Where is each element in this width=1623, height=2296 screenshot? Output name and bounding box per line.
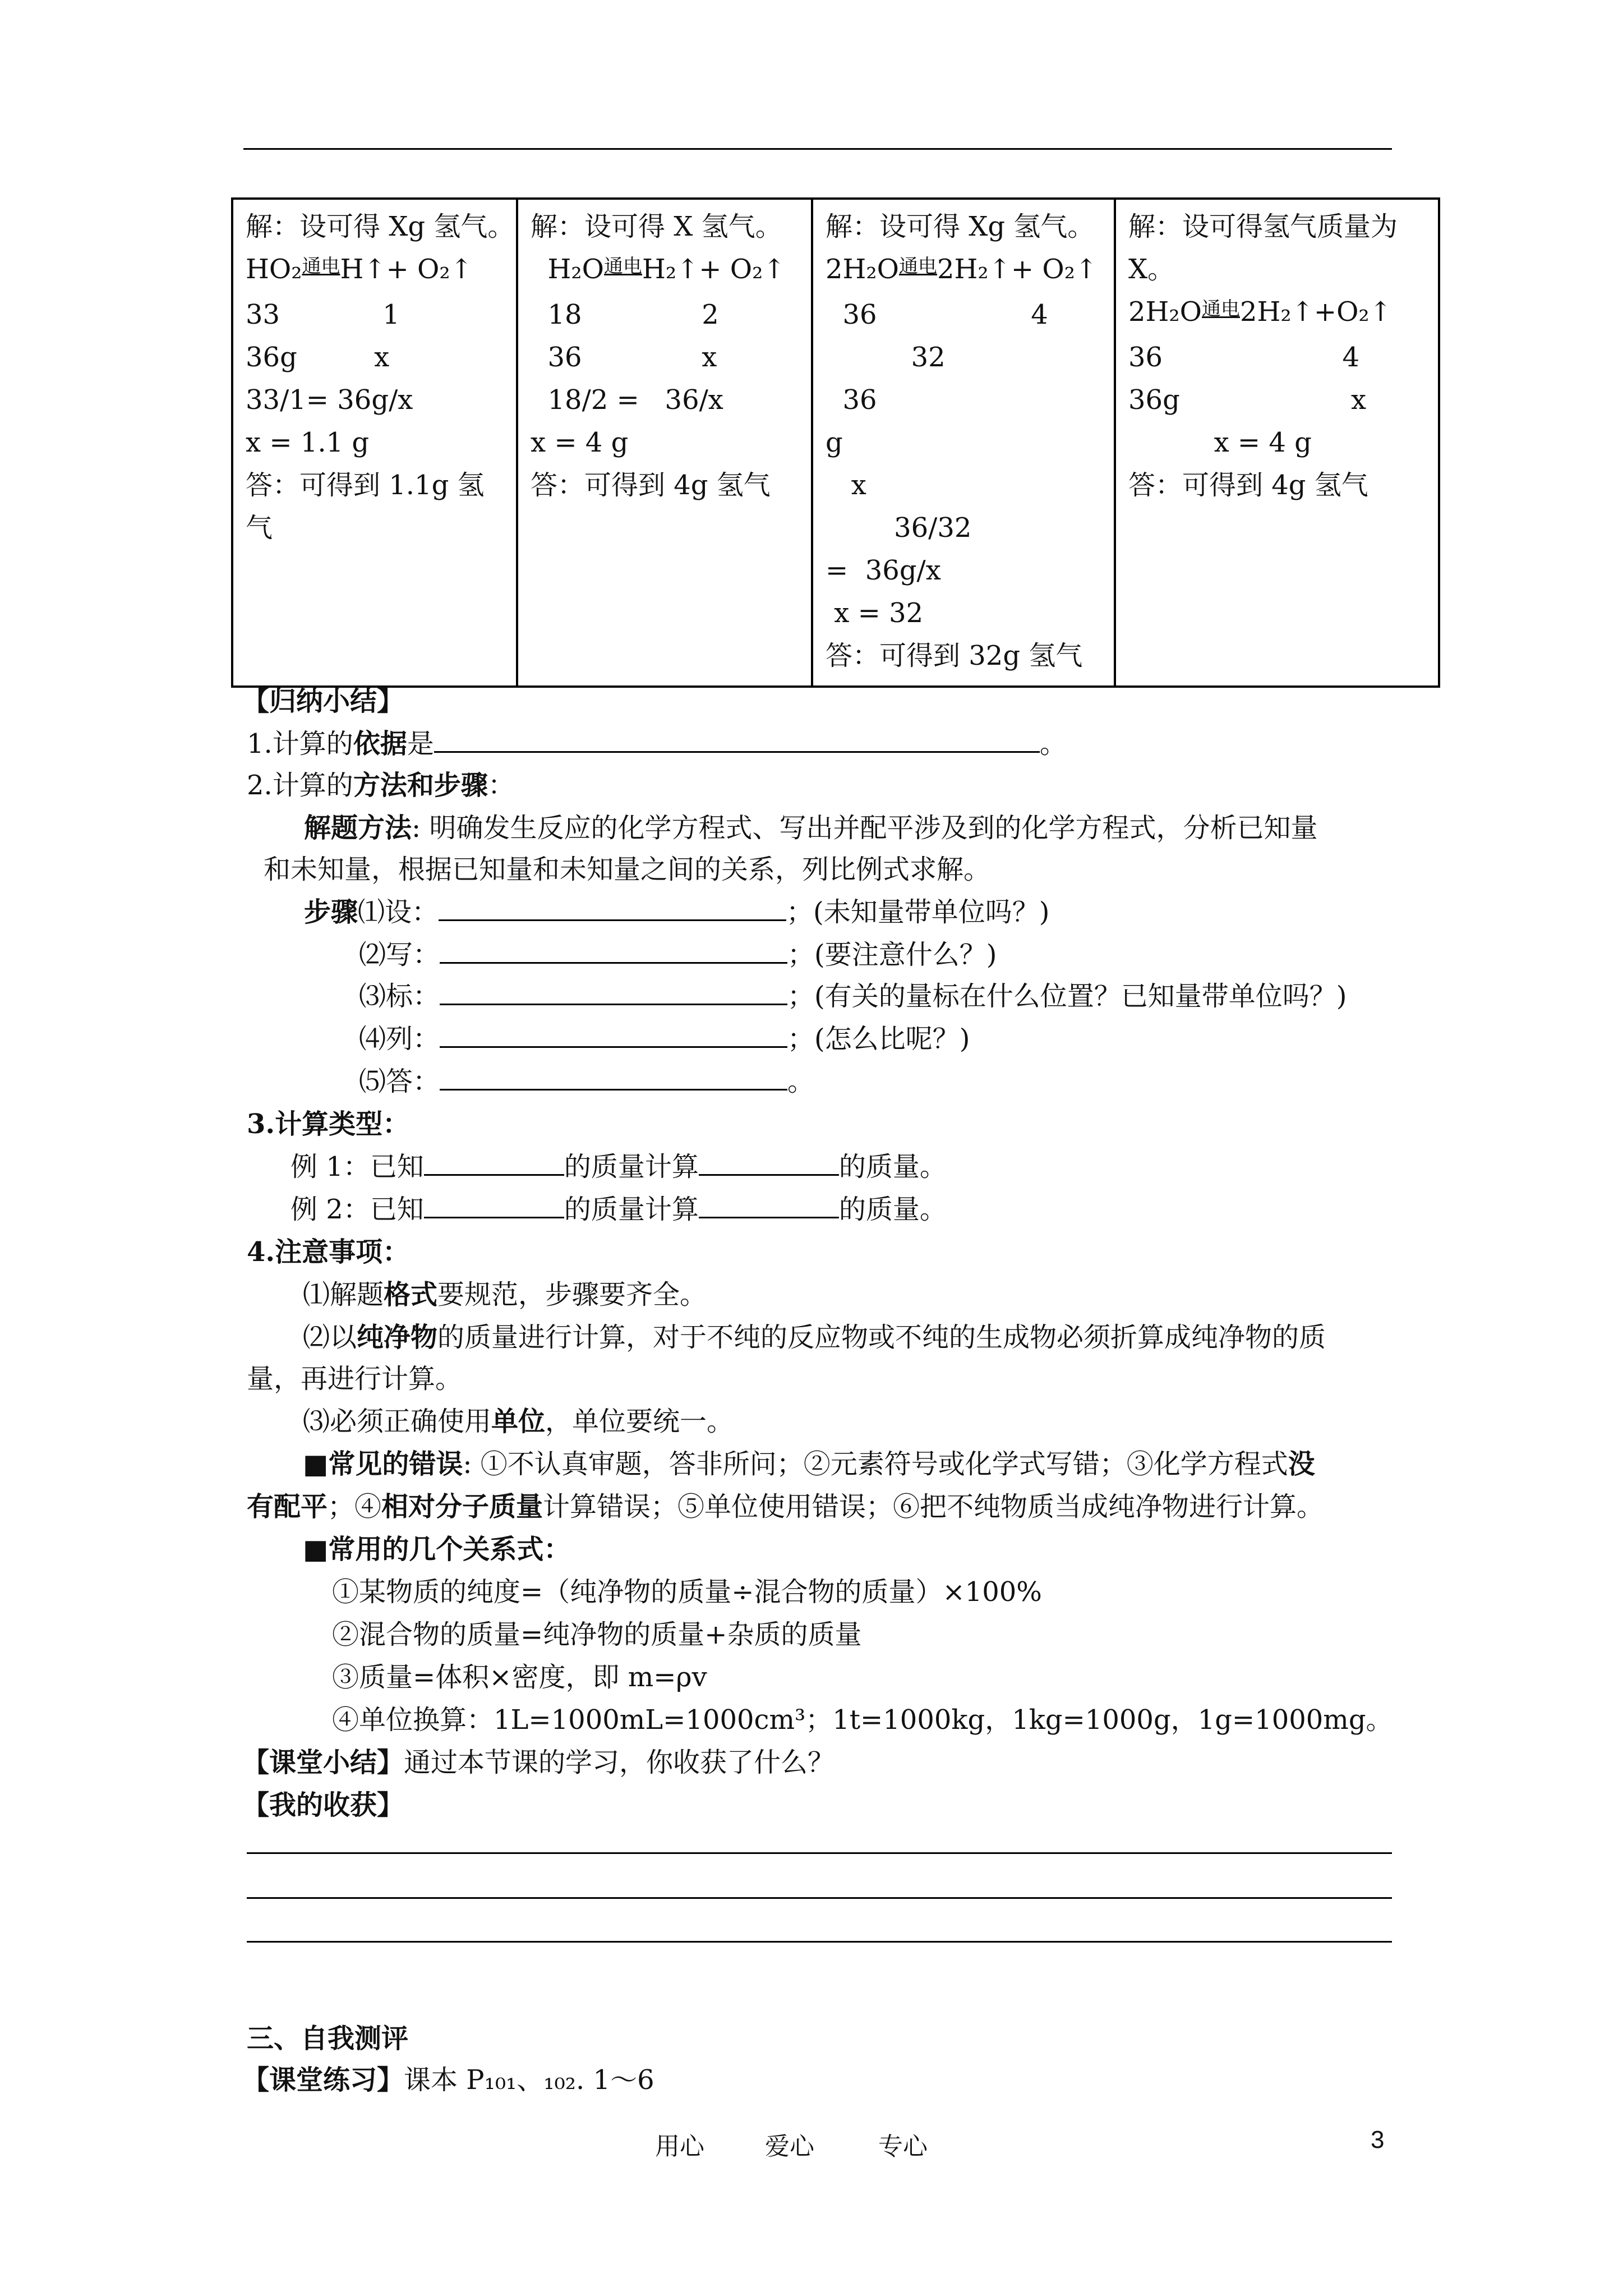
solution-line: x = 4 g	[531, 427, 629, 458]
solution-line: 36g x	[246, 342, 390, 373]
common-errors-line-2: 有配平；④相对分子质量计算错误；⑤单位使用错误；⑥把不纯物质当成纯净物进行计算。	[247, 1491, 1324, 1522]
solution-line: 答：可得到 32g 氢气	[826, 640, 1083, 671]
footer-motto-2: 爱心	[765, 2132, 814, 2161]
solution-line: 36 x	[531, 342, 717, 373]
basis-blank[interactable]	[434, 723, 1040, 753]
solution-comparison-table	[231, 197, 1440, 688]
common-errors-line-1: ■常见的错误: ①不认真审题，答非所问；②元素符号或化学式写错；③化学方程式没	[303, 1448, 1315, 1480]
method-steps-heading: 2.计算的方法和步骤：	[247, 770, 515, 801]
solution-line: 解：设可得 Xg 氢气。	[826, 211, 1095, 242]
step-2: ⑵写： ；(要注意什么？)	[359, 933, 997, 976]
ex1-known-blank[interactable]	[424, 1146, 564, 1176]
solution-line: $H_2O^{通电}H_2↑+$ O₂↑	[531, 254, 786, 285]
electrolysis-condition: 通电	[603, 255, 642, 278]
example-2: 例 2：已知 的质量计算 的质量。	[291, 1188, 947, 1231]
relation-1: ①某物质的纯度=（纯净物的质量÷混合物的质量）×100%	[332, 1576, 1042, 1608]
solution-line: 18/2 = 36/x	[531, 384, 723, 416]
footer-motto-1: 用心	[655, 2132, 704, 2161]
solution-line: 解：设可得 X 氢气。	[531, 211, 782, 242]
answer-line-3[interactable]	[247, 1941, 1392, 1943]
solution-line: $2H_2O^{通电}2H_2↑+O_2↑$	[1128, 296, 1392, 328]
solution-line: 36 4	[826, 299, 1048, 330]
class-summary: 【课堂小结】通过本节课的学习，你收获了什么？	[242, 1747, 835, 1778]
calc-types-heading: 3.计算类型：	[247, 1108, 410, 1140]
solution-cell-3	[812, 199, 1115, 687]
solution-line: 33/1= 36g/x	[246, 384, 413, 416]
solution-line: 18 2	[531, 299, 719, 330]
method-line-1: 解题方法: 明确发生反应的化学方程式、写出并配平涉及到的化学方程式，分析已知量	[304, 812, 1318, 844]
solution-line: 36	[826, 384, 877, 416]
step-4: ⑷列： ；(怎么比呢？)	[359, 1018, 970, 1060]
electrolysis-condition: 通电	[302, 255, 340, 278]
solution-line: 解：设可得 Xg 氢气。	[246, 211, 515, 242]
step-5-blank[interactable]	[440, 1061, 787, 1091]
note-2-cont: 量，再进行计算。	[247, 1363, 463, 1395]
basis-line: 1.计算的依据是 。	[247, 723, 1067, 765]
step-4-blank[interactable]	[440, 1018, 787, 1048]
solution-line: 32	[826, 342, 946, 373]
relation-3: ③质量=体积×密度，即 m=ρv	[332, 1662, 707, 1693]
relation-4: ④单位换算：1L=1000mL=1000cm³；1t=1000kg，1kg=1000g，1g=1000mg。	[332, 1704, 1393, 1736]
solution-line: 答：可得到 4g 氢气	[531, 470, 771, 501]
section-self-assessment: 三、自我测评	[247, 2023, 409, 2054]
step-5: ⑸答： 。	[359, 1060, 814, 1103]
solution-line: $2H_2O^{通电}2H_2↑+$ O₂↑	[826, 254, 1098, 285]
header-rule	[243, 148, 1392, 150]
relations-heading: ■常用的几个关系式：	[303, 1534, 571, 1565]
solution-line: 答：可得到 1.1g 氢	[246, 470, 485, 501]
solution-line: 答：可得到 4g 氢气	[1128, 470, 1368, 501]
solution-line: 36/32	[826, 512, 972, 544]
answer-line-1[interactable]	[247, 1852, 1392, 1854]
example-1: 例 1：已知 的质量计算 的质量。	[291, 1145, 947, 1188]
my-harvest-heading: 【我的收获】	[242, 1789, 404, 1821]
solution-cell-4	[1115, 199, 1439, 687]
note-3: ⑶必须正确使用单位，单位要统一。	[303, 1406, 734, 1437]
summary-heading: 【归纳小结】	[242, 685, 404, 717]
page-number: 3	[1371, 2126, 1385, 2154]
solution-line: HO₂$^{通电}$H↑+ O₂↑	[246, 254, 473, 285]
step-3-blank[interactable]	[440, 976, 787, 1005]
note-1: ⑴解题格式要规范，步骤要齐全。	[303, 1279, 707, 1310]
step-2-blank[interactable]	[440, 934, 787, 964]
solution-line: g	[826, 427, 843, 458]
solution-cell-1	[232, 199, 517, 687]
footer-motto-3: 专心	[878, 2132, 928, 2161]
classroom-practice: 【课堂练习】课本 P₁₀₁、₁₀₂. 1～6	[242, 2064, 654, 2096]
ex1-target-blank[interactable]	[699, 1146, 839, 1176]
solution-line: x = 32	[826, 597, 924, 629]
relation-2: ②混合物的质量=纯净物的质量+杂质的质量	[332, 1619, 862, 1650]
step-3: ⑶标： ；(有关的量标在什么位置？已知量带单位吗？)	[359, 975, 1347, 1018]
solution-line: x = 4 g	[1128, 427, 1312, 458]
step-1: 步骤⑴设： ；(未知量带单位吗？)	[304, 891, 1050, 933]
electrolysis-condition: 通电	[1202, 298, 1240, 320]
notes-heading: 4.注意事项：	[247, 1236, 410, 1268]
solution-line: 36 4	[1128, 342, 1360, 373]
note-2: ⑵以纯净物的质量进行计算，对于不纯的反应物或不纯的生成物必须折算成纯净物的质	[303, 1322, 1326, 1353]
solution-line: 解：设可得氢气质量为	[1128, 211, 1398, 242]
answer-line-2[interactable]	[247, 1897, 1392, 1899]
method-line-2: 和未知量，根据已知量和未知量之间的关系，列比例式求解。	[264, 854, 991, 885]
solution-cell-2	[517, 199, 812, 687]
solution-line: 气	[246, 512, 273, 544]
solution-line: x	[826, 470, 866, 501]
electrolysis-condition: 通电	[899, 255, 937, 278]
solution-line: = 36g/x	[826, 555, 941, 586]
solution-line: 33 1	[246, 299, 400, 330]
solution-line: 36g x	[1128, 384, 1367, 416]
step-1-blank[interactable]	[439, 891, 786, 921]
solution-line: x = 1.1 g	[246, 427, 370, 458]
ex2-target-blank[interactable]	[699, 1189, 839, 1218]
ex2-known-blank[interactable]	[424, 1189, 564, 1218]
solution-line: X。	[1128, 254, 1175, 285]
